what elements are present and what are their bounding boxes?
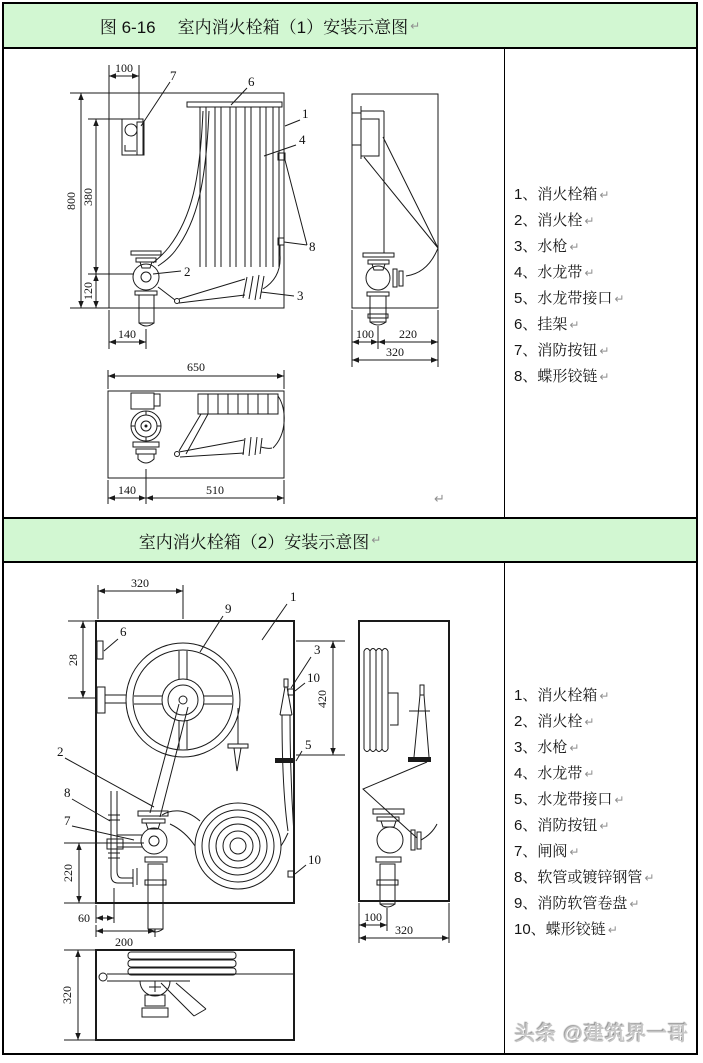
reel-side xyxy=(364,649,398,752)
hose-curve xyxy=(153,111,280,289)
fire-alarm-button xyxy=(122,119,144,155)
dim-upper-380: 380 xyxy=(81,188,95,206)
dim-lines-front xyxy=(70,65,146,349)
legend-list-2 xyxy=(514,683,654,943)
legend-item: 2、消火栓 ↵ xyxy=(514,713,595,730)
section1-content xyxy=(4,47,696,517)
callout-rack: 6 xyxy=(248,74,255,89)
section1-legend-cell xyxy=(505,49,696,517)
legend-item: 6、消防按钮 ↵ xyxy=(514,817,610,834)
legend-item: 1、消火栓箱 ↵ xyxy=(514,687,610,704)
section2-title: 室内消火栓箱（2）安装示意图 xyxy=(138,532,370,552)
legend-item: 7、闸阀 ↵ xyxy=(514,843,580,860)
reel-nozzle xyxy=(228,708,248,771)
callout-pipe: 8 xyxy=(64,785,71,800)
callout-coupling: 5 xyxy=(305,737,312,752)
callout-nozzle: 3 xyxy=(314,642,321,657)
plan-view-box2 xyxy=(60,950,294,1040)
dim-height-800: 800 xyxy=(64,192,78,210)
hose-side xyxy=(364,137,438,276)
legend-item: 4、水龙带 ↵ xyxy=(514,765,595,782)
callout-leaders xyxy=(65,604,311,874)
callout-button: 7 xyxy=(170,68,177,83)
callout-hose: 4 xyxy=(299,132,306,147)
dim-right-420: 420 xyxy=(315,690,329,708)
callout-gate-valve: 7 xyxy=(64,813,71,828)
dim-200: 200 xyxy=(115,935,133,949)
dim-plan-140: 140 xyxy=(118,483,136,497)
valve-plan xyxy=(99,973,294,1017)
side-view-box2 xyxy=(359,621,449,943)
dim-side-320: 320 xyxy=(386,345,404,359)
callout-box: 1 xyxy=(290,589,297,604)
legend-item: 4、水龙带 ↵ xyxy=(514,264,595,281)
cabinet-outline xyxy=(96,621,294,903)
reel-plan xyxy=(128,952,236,975)
figure-number: 图 6-16 xyxy=(99,18,156,37)
dim-side-220: 220 xyxy=(399,327,417,341)
callout-hinge: 8 xyxy=(309,239,316,254)
section2-drawing-cell xyxy=(4,563,505,1053)
dim-top-100: 100 xyxy=(115,61,133,75)
paragraph-mark: ↵ xyxy=(371,533,382,547)
legend-item: 2、消火栓 ↵ xyxy=(514,212,595,229)
valve-handwheel-plan xyxy=(131,411,161,463)
cabinet-side-outline xyxy=(352,94,438,308)
right-hose-and-nozzle xyxy=(275,679,295,835)
paragraph-mark: ↵ xyxy=(410,18,421,33)
watermark: 头条 @建筑界一哥 xyxy=(514,1023,689,1045)
dim-left-220: 220 xyxy=(61,864,75,882)
legend-item: 3、水枪 ↵ xyxy=(514,739,580,756)
section1-header xyxy=(4,4,696,47)
callout-hydrant: 2 xyxy=(57,744,64,759)
callout-button: 6 xyxy=(120,624,127,639)
section1-drawing-cell xyxy=(4,49,505,517)
dim-60: 60 xyxy=(78,911,90,925)
side-view-box1 xyxy=(352,94,438,367)
legend-item: 7、消防按钮 ↵ xyxy=(514,342,610,359)
dim-lower-120: 120 xyxy=(81,282,95,300)
hose-reel xyxy=(126,643,240,757)
callout-hinge-top: 10 xyxy=(307,670,320,685)
section2-header xyxy=(4,517,696,563)
coiled-hose xyxy=(162,803,288,889)
hydrant-valve-side xyxy=(373,809,437,907)
legend-item: 8、软管或镀锌钢管 ↵ xyxy=(514,869,655,886)
dim-plan-650: 650 xyxy=(187,360,205,374)
legend-item: 6、挂架 ↵ xyxy=(514,316,580,333)
callout-hinge-bottom: 10 xyxy=(308,852,321,867)
plan-view-box1 xyxy=(108,360,284,504)
section1-title: 室内消火栓箱（1）安装示意图 xyxy=(177,18,409,37)
nozzle-plan xyxy=(175,414,273,457)
fire-alarm-button xyxy=(97,641,103,659)
dim-bottom-140: 140 xyxy=(118,327,136,341)
nozzle-side xyxy=(408,685,431,762)
dim-side-100: 100 xyxy=(356,327,374,341)
legend-item: 1、消火栓箱 ↵ xyxy=(514,186,610,203)
legend-item: 10、蝶形铰链 ↵ xyxy=(514,921,618,938)
legend-item: 5、水龙带接口 ↵ xyxy=(514,290,625,307)
legend-list-1 xyxy=(514,182,624,390)
legend-item: 9、消防软管卷盘 ↵ xyxy=(514,895,640,912)
hose-rack xyxy=(187,102,282,267)
cabinet-side-outline xyxy=(359,621,449,901)
section2-content xyxy=(4,563,696,1053)
dim-left-28: 28 xyxy=(66,654,80,666)
legend-item: 8、蝶形铰链 ↵ xyxy=(514,368,610,385)
dim-plan-320: 320 xyxy=(60,986,74,1004)
callout-box: 1 xyxy=(302,106,309,121)
dim-lines-top xyxy=(68,585,345,755)
legend-item: 3、水枪 ↵ xyxy=(514,238,580,255)
hose-rack-plan xyxy=(198,394,284,448)
cabinet-plan-outline xyxy=(96,950,294,1040)
hose-coupling xyxy=(275,758,295,763)
butterfly-hinges xyxy=(278,153,307,245)
water-gun-nozzle xyxy=(158,275,264,304)
dim-plan-510: 510 xyxy=(206,483,224,497)
callout-reel: 9 xyxy=(225,601,232,616)
figure-table xyxy=(2,2,698,1055)
front-view-box1 xyxy=(64,61,316,349)
front-view-box2 xyxy=(57,576,345,949)
dim-side-100: 100 xyxy=(364,910,382,924)
section2-legend-cell xyxy=(505,563,696,1053)
legend-item: 5、水龙带接口 ↵ xyxy=(514,791,625,808)
paragraph-mark: ↵ xyxy=(434,491,445,506)
dim-side-320: 320 xyxy=(395,923,413,937)
wall-bracket xyxy=(97,687,126,713)
hydrant-valve xyxy=(109,251,161,326)
callout-hydrant: 2 xyxy=(184,264,191,279)
hydrant-box2-drawing xyxy=(4,563,505,1051)
callout-nozzle: 3 xyxy=(297,288,304,303)
hydrant-box1-drawing xyxy=(4,49,505,515)
dim-top-320: 320 xyxy=(131,576,149,590)
hydrant-valve xyxy=(117,811,168,932)
hydrant-valve-side xyxy=(363,253,403,325)
hose-side xyxy=(363,762,427,838)
